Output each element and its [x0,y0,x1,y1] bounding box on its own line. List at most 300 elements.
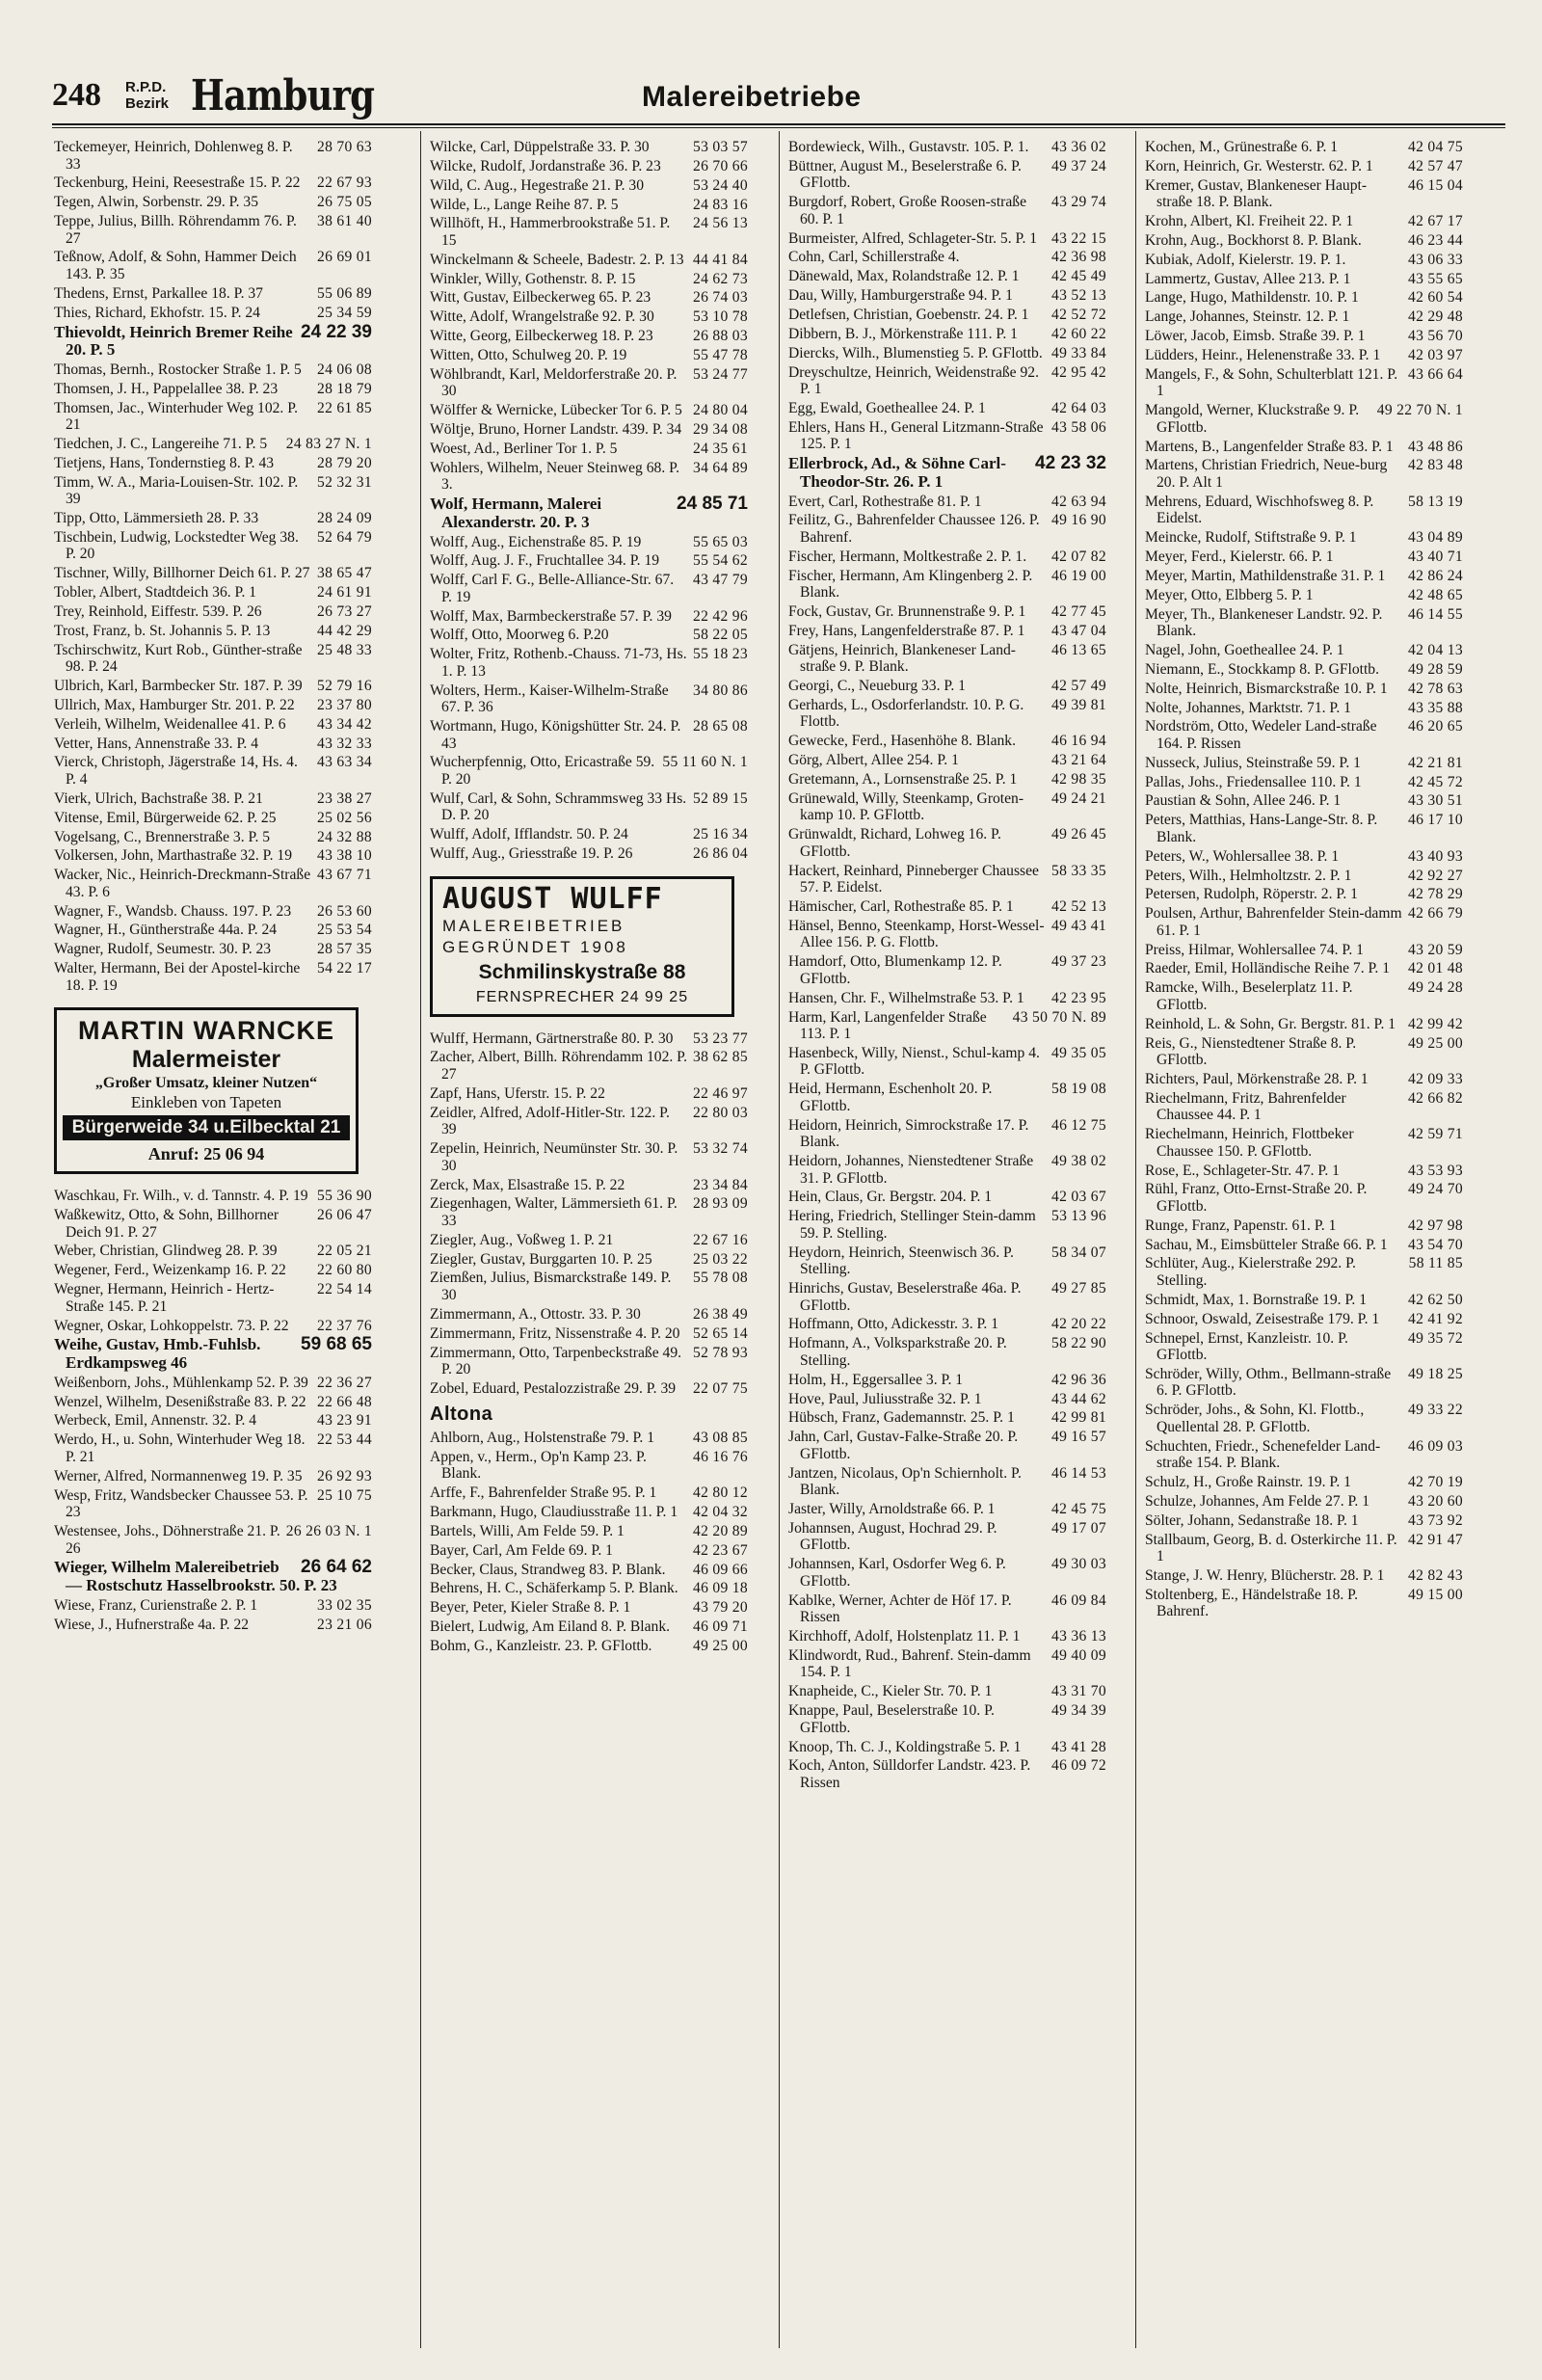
ad-founded: GEGRÜNDET 1908 [442,937,628,956]
ad-address: Bürgerweide 34 u.Eilbecktal 21 [63,1115,350,1140]
entry-phone: 29 34 08 [693,421,748,439]
entry-text: Wöltje, Bruno, Horner Landstr. 439. P. 34 [430,421,682,439]
entry-text: Tegen, Alwin, Sorbenstr. 29. P. 35 [54,194,259,211]
directory-entry [788,1045,1106,1079]
directory-entry [54,361,372,379]
directory-entry [788,268,1106,285]
entry-text: Knapheide, C., Kieler Str. 70. P. 1 [788,1683,993,1700]
directory-entry [430,366,748,400]
directory-entry [54,249,372,282]
entry-phone: 49 16 90 [1051,512,1106,529]
directory-entry [1145,848,1463,866]
directory-entry [1145,158,1463,175]
entry-text: Burmeister, Alfred, Schlageter-Str. 5. P. 1 [788,229,1038,247]
entry-phone: 43 47 79 [693,572,748,589]
directory-entry [1145,979,1463,1013]
entry-phone: 49 26 45 [1051,826,1106,843]
directory-entry [1145,308,1463,326]
entry-phone: 52 65 14 [693,1324,748,1342]
entry-text: Wiese, Franz, Curienstraße 2. P. 1 [54,1596,258,1614]
entry-phone: 28 65 08 [693,718,748,735]
directory-entry [54,305,372,322]
entry-phone: 46 15 04 [1408,176,1463,194]
entry-text: Meyer, Ferd., Kielerstr. 66. P. 1 [1145,548,1334,566]
entry-text: Korn, Heinrich, Gr. Westerstr. 62. P. 1 [1145,157,1373,174]
entry-phone: 26 26 03 N. 1 [285,1522,372,1539]
entry-phone: 58 11 85 [1408,1255,1463,1272]
directory-entry [430,308,748,326]
entry-phone: 22 54 14 [317,1281,372,1298]
entry-text: Fischer, Hermann, Am Klingenberg 2. P. Blank. [788,567,1033,602]
entry-text: Werdo, H., u. Sohn, Winterhuder Weg 18. P. 21 [54,1431,306,1465]
directory-entry [1145,1512,1463,1530]
entry-phone: 43 20 60 [1408,1492,1463,1510]
directory-entry [54,455,372,472]
entry-text: Klindwordt, Rud., Bahrenf. Stein-damm 154. P. 1 [788,1646,1031,1681]
entry-phone: 49 25 00 [1408,1034,1463,1052]
entry-phone: 42 82 43 [1408,1567,1463,1585]
entry-phone: 22 53 44 [317,1431,372,1449]
entry-text: Meincke, Rudolf, Stiftstraße 9. P. 1 [1145,529,1357,547]
entry-phone: 22 67 16 [693,1231,748,1248]
directory-entry [430,1523,748,1540]
directory-entry [788,1280,1106,1314]
entry-text: Thomas, Bernh., Rostocker Straße 1. P. 5 [54,361,302,378]
entry-text: Zacher, Albert, Billh. Röhrendamm 102. P. 27 [430,1049,688,1083]
entry-phone: 42 91 47 [1408,1531,1463,1548]
entry-phone: 24 06 08 [317,361,372,378]
directory-entry [788,697,1106,731]
entry-text: Bielert, Ludwig, Am Eiland 8. P. Blank. [430,1618,671,1636]
directory-entry [788,419,1106,453]
directory-entry [430,197,748,214]
directory-entry [1145,868,1463,885]
directory-entry [788,1501,1106,1518]
directory-entry [430,1232,748,1249]
entry-phone: 42 04 32 [693,1504,748,1521]
entry-phone: 43 79 20 [693,1599,748,1617]
directory-entry [430,1345,748,1378]
entry-phone: 46 09 72 [1051,1757,1106,1775]
directory-entry [54,678,372,695]
entry-phone: 49 40 09 [1051,1646,1106,1664]
directory-entry [54,321,372,360]
entry-text: Meyer, Th., Blankeneser Landstr. 92. P. Blank. [1145,605,1383,640]
directory-entry [430,347,748,364]
entry-phone: 49 25 00 [693,1637,748,1654]
directory-entry [430,1325,748,1343]
ad-address: Schmilinskystraße 88 [478,960,686,983]
directory-entry [788,918,1106,951]
directory-entry [1145,700,1463,717]
entry-phone: 23 38 27 [317,789,372,807]
directory-entry [788,1009,1106,1043]
entry-text: Dänewald, Max, Rolandstraße 12. P. 1 [788,268,1020,285]
entry-text: Timm, W. A., Maria-Louisen-Str. 102. P. 39 [54,473,299,508]
directory-entry [788,990,1106,1007]
entry-text: Lüdders, Heinr., Helenenstraße 33. P. 1 [1145,346,1381,363]
entry-phone: 42 45 72 [1408,773,1463,790]
entry-phone: 49 35 05 [1051,1044,1106,1061]
entry-text: Wucherpfennig, Otto, Ericastraße 59. P. 20 [430,754,655,789]
entry-phone: 46 09 71 [693,1618,748,1636]
entry-text: Becker, Claus, Strandweg 83. P. Blank. [430,1561,666,1578]
entry-phone: 42 01 48 [1408,960,1463,977]
entry-phone: 49 43 41 [1051,917,1106,934]
entry-phone: 49 18 25 [1408,1365,1463,1382]
directory-entry [788,1757,1106,1791]
directory-entry [54,1318,372,1335]
directory-entry [1145,252,1463,269]
entry-text: Vogelsang, C., Brennerstraße 3. P. 5 [54,828,271,845]
entry-phone: 25 03 22 [693,1250,748,1268]
entry-phone: 42 52 13 [1051,898,1106,916]
entry-phone: 52 78 93 [693,1344,748,1361]
entry-text: Hasenbeck, Willy, Nienst., Schul-kamp 4. P. GFlottb. [788,1044,1040,1079]
directory-entry [1145,439,1463,456]
entry-text: Kirchhoff, Adolf, Holstenplatz 11. P. 1 [788,1628,1021,1645]
entry-phone: 55 65 03 [693,533,748,550]
entry-text: Thomsen, J. H., Pappelallee 38. P. 23 [54,380,279,397]
entry-phone: 44 41 84 [693,251,748,268]
entry-text: Fischer, Hermann, Moltkestraße 2. P. 1. [788,548,1027,565]
rpd-label: R.P.D. [125,79,167,95]
directory-entry [430,1580,748,1597]
directory-entry [54,381,372,398]
entry-text: Schulze, Johannes, Am Felde 27. P. 1 [1145,1492,1370,1510]
ad-name: AUGUST WULFF [442,881,663,916]
entry-text: Nolte, Heinrich, Bismarckstraße 10. P. 1 [1145,680,1388,697]
entry-text: Heid, Hermann, Eschenholt 20. P. GFlottb. [788,1081,993,1114]
bezirk-label: Bezirk [125,95,170,112]
entry-phone: 25 16 34 [693,826,748,843]
directory-entry [54,754,372,788]
directory-entry [788,1465,1106,1499]
directory-entry [788,158,1106,192]
directory-entry [430,1562,748,1579]
directory-entry [430,139,748,156]
ad-phone: FERNSPRECHER 24 99 25 [475,988,689,1005]
entry-phone: 26 64 62 [301,1557,372,1578]
entry-text: Diercks, Wilh., Blumenstieg 5. P. GFlottb. [788,344,1043,361]
entry-phone: 22 80 03 [693,1104,748,1121]
entry-phone: 43 56 70 [1408,328,1463,345]
ad-trade: MALEREIBETRIEB [442,916,625,935]
entry-text: Ahlborn, Aug., Holstenstraße 79. P. 1 [430,1429,655,1446]
entry-text: Ulbrich, Karl, Barmbecker Str. 187. P. 39 [54,678,303,695]
directory-entry [54,790,372,808]
entry-phone: 22 61 85 [317,399,372,416]
entry-text: Hoffmann, Otto, Adickesstr. 3. P. 1 [788,1316,999,1333]
directory-entry [788,1081,1106,1114]
entry-text: Nordström, Otto, Wedeler Land-straße 164. P. Rissen [1145,718,1377,752]
entry-text: Behrens, H. C., Schäferkamp 5. P. Blank. [430,1580,678,1597]
directory-entry [788,307,1106,324]
entry-phone: 49 17 07 [1051,1519,1106,1537]
entry-phone: 44 42 29 [317,622,372,639]
entry-phone: 43 73 92 [1408,1511,1463,1529]
entry-text: Detlefsen, Christian, Goebenstr. 24. P. 1 [788,307,1029,323]
entry-phone: 25 02 56 [317,809,372,826]
entry-phone: 24 61 91 [317,584,372,602]
entry-phone: 49 16 57 [1051,1429,1106,1446]
entry-text: Thedens, Ernst, Parkallee 18. P. 37 [54,284,263,302]
entry-text: Rühl, Franz, Otto-Ernst-Straße 20. P. GFlottb. [1145,1181,1368,1215]
ad-name: MARTIN WARNCKE [78,1016,334,1046]
entry-phone: 26 06 47 [317,1207,372,1224]
directory-entry [54,213,372,247]
entry-phone: 26 88 03 [693,328,748,345]
entry-text: Peters, Matthias, Hans-Lange-Str. 8. P. Blank. [1145,812,1378,845]
ad-line: Einkleben von Tapeten [130,1093,282,1112]
entry-text: Witten, Otto, Schulweg 20. P. 19 [430,346,627,363]
entry-text: Werner, Alfred, Normannenweg 19. P. 35 [54,1467,303,1484]
column-2 [430,139,748,2346]
entry-text: Zepelin, Heinrich, Neumünster Str. 30. P. 30 [430,1140,678,1174]
entry-phone: 22 07 75 [693,1379,748,1397]
entry-phone: 43 22 15 [1051,229,1106,247]
directory-entry [430,1140,748,1174]
entry-text: Zimmermann, A., Ottostr. 33. P. 30 [430,1305,641,1323]
entry-phone: 55 11 60 N. 1 [662,754,748,771]
entry-phone: 26 70 66 [693,157,748,174]
entry-phone: 42 60 54 [1408,289,1463,307]
entry-phone: 43 36 13 [1051,1628,1106,1645]
entry-phone: 42 78 29 [1408,886,1463,903]
directory-entry [430,1195,748,1229]
directory-entry [54,139,372,173]
entry-text: Ehlers, Hans H., General Litzmann-Straße 125. P. 1 [788,418,1044,453]
directory-entry [1145,402,1463,436]
entry-phone: 46 20 65 [1408,718,1463,735]
entry-phone: 42 95 42 [1051,363,1106,381]
column-divider [1135,131,1136,2348]
entry-text: Wulff, Aug., Griesstraße 19. P. 26 [430,845,633,863]
directory-entry [1145,232,1463,250]
directory-entry [1145,1292,1463,1309]
entry-text: Appen, v., Herm., Op'n Kamp 23. P. Blank. [430,1448,647,1483]
entry-phone: 42 62 50 [1408,1291,1463,1308]
entry-text: Wenzel, Wilhelm, Desenißstraße 83. P. 22 [54,1393,306,1410]
entry-phone: 59 68 65 [301,1334,372,1355]
entry-phone: 42 92 27 [1408,867,1463,884]
directory-entry [788,623,1106,640]
entry-text: Hein, Claus, Gr. Bergstr. 204. P. 1 [788,1189,993,1206]
entry-phone: 43 31 70 [1051,1683,1106,1700]
directory-entry [430,1085,748,1103]
directory-entry [1145,457,1463,491]
entry-text: Egg, Ewald, Goetheallee 24. P. 1 [788,399,986,416]
entry-phone: 53 23 77 [693,1030,748,1047]
entry-phone: 26 92 93 [317,1467,372,1484]
entry-text: Gätjens, Heinrich, Blankeneser Land-straße 9. P. Blank. [788,641,1016,676]
entry-phone: 24 35 61 [693,440,748,457]
entry-phone: 46 17 10 [1408,812,1463,829]
entry-text: Lammertz, Gustav, Allee 213. P. 1 [1145,270,1351,287]
entry-phone: 42 03 67 [1051,1189,1106,1206]
directory-entry [54,285,372,303]
directory-entry [430,790,748,824]
entry-phone: 49 24 28 [1408,979,1463,997]
entry-phone: 42 41 92 [1408,1310,1463,1327]
directory-entry [430,1504,748,1521]
entry-text: Winkler, Willy, Gothenstr. 8. P. 15 [430,270,636,287]
entry-text: Wesp, Fritz, Wandsbecker Chaussee 53. P. 23 [54,1486,308,1521]
header-rule [52,123,1505,125]
directory-entry [1145,568,1463,585]
directory-entry [54,1336,372,1372]
entry-phone: 43 44 62 [1051,1390,1106,1407]
directory-entry [1145,661,1463,679]
directory-entry [1145,1438,1463,1472]
directory-entry [430,1638,748,1655]
entry-text: Vetter, Hans, Annenstraße 33. P. 4 [54,735,259,752]
entry-phone: 42 04 75 [1408,139,1463,155]
directory-entry [430,682,748,716]
entry-phone: 58 34 07 [1051,1243,1106,1261]
entry-phone: 43 32 33 [317,735,372,752]
entry-phone: 43 21 64 [1051,752,1106,769]
entry-phone: 49 27 85 [1051,1280,1106,1297]
entry-phone: 22 37 76 [317,1317,372,1334]
directory-entry [430,1049,748,1083]
directory-entry [430,441,748,458]
directory-entry [430,1542,748,1560]
directory-entry [430,754,748,788]
entry-phone: 49 34 39 [1051,1702,1106,1720]
entry-text: Wolters, Herm., Kaiser-Wilhelm-Straße 67. P. 36 [430,682,669,716]
entry-phone: 42 98 35 [1051,771,1106,789]
directory-entry [54,436,372,453]
entry-text: Wild, C. Aug., Hegestraße 21. P. 30 [430,176,644,194]
entry-phone: 43 40 71 [1408,548,1463,566]
entry-phone: 43 55 65 [1408,270,1463,287]
entry-text: Runge, Franz, Papenstr. 61. P. 1 [1145,1217,1337,1234]
entry-phone: 43 36 02 [1051,139,1106,155]
entry-phone: 53 24 40 [693,176,748,194]
directory-entry [788,1153,1106,1187]
directory-entry [788,568,1106,602]
entry-text: Wohlers, Wilhelm, Neuer Steinweg 68. P. 3. [430,459,679,494]
ad-trade: Malermeister [131,1046,281,1074]
directory-entry [54,174,372,192]
directory-entry [1145,139,1463,156]
entry-phone: 42 20 22 [1051,1316,1106,1333]
entry-text: Rose, E., Schlageter-Str. 47. P. 1 [1145,1162,1340,1179]
entry-phone: 46 09 03 [1408,1437,1463,1455]
entry-phone: 43 63 34 [317,754,372,771]
entry-text: Woest, Ad., Berliner Tor 1. P. 5 [430,440,618,457]
entry-text: Kremer, Gustav, Blankeneser Haupt-straße 18. P. Blank. [1145,176,1368,211]
directory-entry [788,455,1106,491]
directory-entry [430,421,748,439]
entry-phone: 42 04 13 [1408,642,1463,658]
entry-text: Teckemeyer, Heinrich, Dohlenweg 8. P. 33 [54,139,293,173]
entry-text: Stallbaum, Georg, B. d. Osterkirche 11. P. 1 [1145,1531,1397,1565]
entry-phone: 28 24 09 [317,510,372,527]
entry-text: Löwer, Jacob, Eimsb. Straße 39. P. 1 [1145,328,1366,345]
entry-phone: 42 23 95 [1051,989,1106,1006]
entry-text: Witte, Adolf, Wrangelstraße 92. P. 30 [430,308,654,326]
entry-text: Wiese, J., Hufnerstraße 4a. P. 22 [54,1616,250,1633]
entry-text: Heydorn, Heinrich, Steenwisch 36. P. Stelling. [788,1243,1014,1278]
entry-phone: 42 70 19 [1408,1474,1463,1491]
entry-text: Wieger, Wilhelm Malereibetrieb — Rostschutz Hasselbrookstr. 50. P. 23 [54,1558,337,1594]
entry-phone: 55 18 23 [693,646,748,663]
entry-text: Dibbern, B. J., Mörkenstraße 111. P. 1 [788,325,1018,342]
entry-text: Jantzen, Nicolaus, Op'n Schiernholt. P. Blank. [788,1464,1022,1499]
entry-text: Vierck, Christoph, Jägerstraße 14, Hs. 4. P. 4 [54,754,298,789]
entry-text: Ullrich, Max, Hamburger Str. 201. P. 22 [54,696,295,713]
entry-phone: 24 80 04 [693,402,748,419]
entry-phone: 28 18 79 [317,380,372,397]
entry-phone: 52 89 15 [693,789,748,807]
entry-text: Wulff, Hermann, Gärtnerstraße 80. P. 30 [430,1030,674,1047]
directory-entry [430,1177,748,1194]
directory-entry [430,158,748,175]
directory-entry [430,1449,748,1483]
directory-entry [788,512,1106,546]
entry-text: Weber, Christian, Glindweg 28. P. 39 [54,1243,278,1260]
entry-phone: 53 24 77 [693,365,748,383]
entry-phone: 52 64 79 [317,528,372,546]
entry-text: Sachau, M., Eimsbütteler Straße 66. P. 1 [1145,1236,1388,1253]
directory-entry [788,678,1106,695]
directory-entry [54,1597,372,1615]
directory-entry [1145,1163,1463,1180]
entry-phone: 23 34 84 [693,1176,748,1193]
directory-entry [788,1592,1106,1626]
entry-phone: 26 75 05 [317,194,372,211]
entry-phone: 23 21 06 [317,1616,372,1633]
entry-text: Fock, Gustav, Gr. Brunnenstraße 9. P. 1 [788,603,1026,621]
entry-phone: 22 67 93 [317,174,372,192]
entry-text: Wegner, Hermann, Heinrich - Hertz-Straße 145. P. 21 [54,1281,275,1315]
directory-entry [1145,347,1463,364]
page-header [52,69,1505,125]
entry-text: Trey, Reinhold, Eiffestr. 539. P. 26 [54,603,262,621]
entry-text: Wagner, F., Wandsb. Chauss. 197. P. 23 [54,902,292,920]
entry-text: Tipp, Otto, Lämmersieth 28. P. 33 [54,510,259,527]
entry-text: Thomsen, Jac., Winterhuder Weg 102. P. 21 [54,399,299,434]
entry-phone: 42 52 72 [1051,307,1106,323]
directory-entry [788,548,1106,566]
entry-phone: 49 24 70 [1408,1181,1463,1198]
entry-phone: 43 08 85 [693,1429,748,1446]
entry-text: Stange, J. W. Henry, Blücherstr. 28. P. 1 [1145,1567,1385,1585]
entry-text: Knappe, Paul, Beselerstraße 10. P. GFlottb. [788,1702,995,1736]
entry-phone: 42 99 42 [1408,1015,1463,1032]
entry-text: Lange, Johannes, Steinstr. 12. P. 1 [1145,308,1350,326]
entry-text: Teckenburg, Heini, Reesestraße 15. P. 22 [54,174,301,192]
entry-phone: 26 38 49 [693,1305,748,1323]
directory-entry [788,326,1106,343]
entry-phone: 28 70 63 [317,139,372,155]
entry-text: Krohn, Albert, Kl. Freiheit 22. P. 1 [1145,213,1354,230]
entry-text: Wegener, Ferd., Weizenkamp 16. P. 22 [54,1262,286,1279]
entry-text: Hinrichs, Gustav, Beselerstraße 46a. P. GFlottb. [788,1280,1022,1314]
directory-entry [54,1412,372,1430]
entry-text: Peters, Wilh., Helmholtzstr. 2. P. 1 [1145,867,1352,884]
directory-entry [1145,1181,1463,1215]
entry-text: Waschkau, Fr. Wilh., v. d. Tannstr. 4. P. 19 [54,1188,308,1205]
entry-text: Frey, Hans, Langenfelderstraße 87. P. 1 [788,622,1025,639]
entry-phone: 46 16 76 [693,1448,748,1465]
entry-phone: 25 48 33 [317,641,372,658]
entry-phone: 49 15 00 [1408,1586,1463,1603]
directory-entry [54,903,372,921]
entry-phone: 55 06 89 [317,284,372,302]
